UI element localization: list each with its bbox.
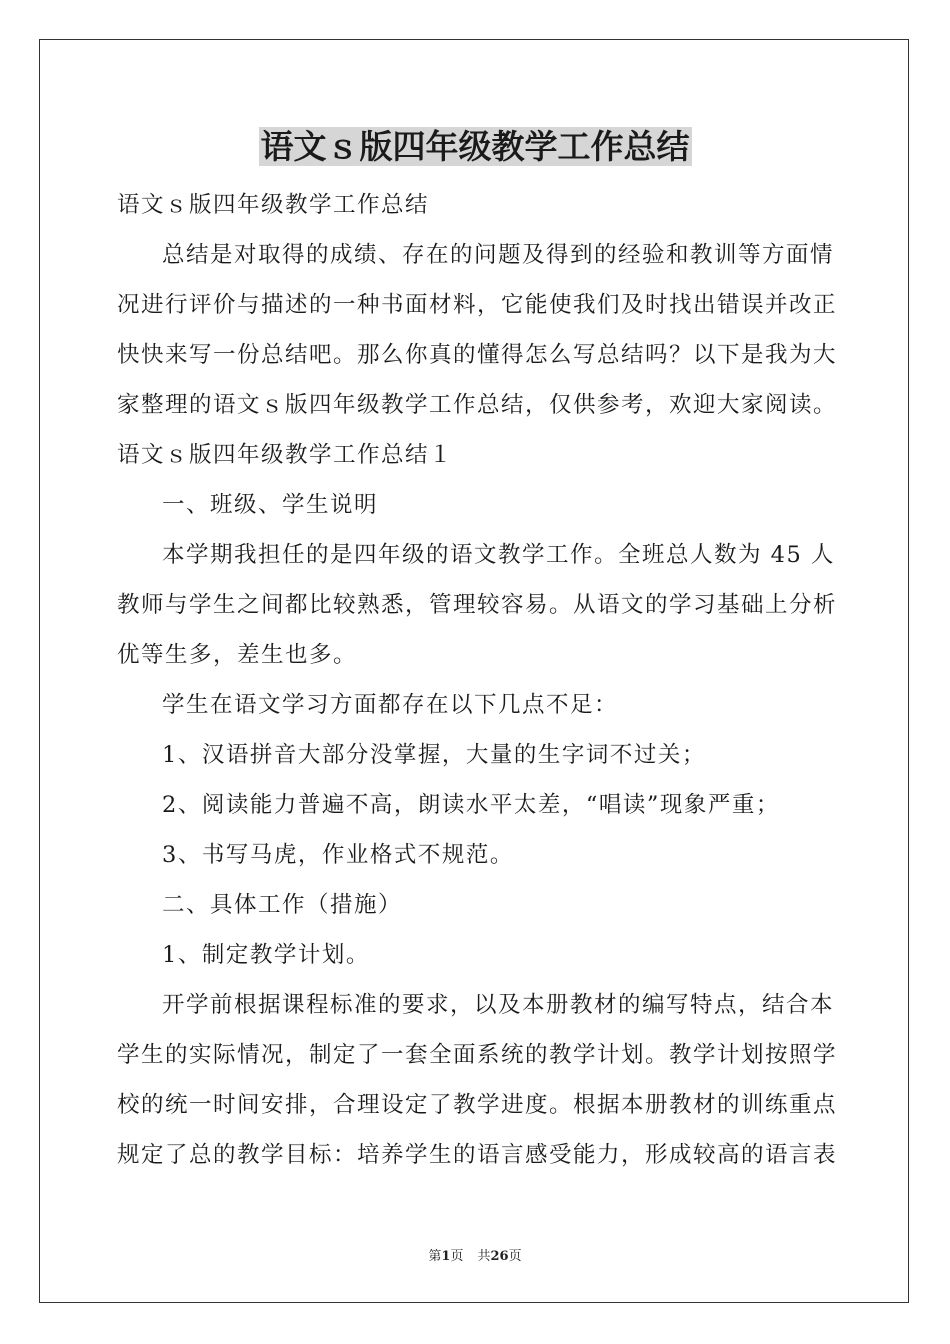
paragraph-line: 优等生多，差生也多。: [117, 642, 358, 668]
paragraph-line: 况进行评价与描述的一种书面材料，它能使我们及时找出错误并改正: [117, 292, 838, 318]
document-body: [117, 180, 838, 1180]
section-heading: 语文ｓ版四年级教学工作总结１: [117, 442, 454, 468]
subtitle-line: 语文ｓ版四年级教学工作总结: [117, 192, 430, 218]
list-item: 1、制定教学计划。: [162, 942, 370, 968]
paragraph-line: 教师与学生之间都比较熟悉，管理较容易。从语文的学习基础上分析: [117, 592, 838, 618]
paragraph-line: 校的统一时间安排，合理设定了教学进度。根据本册教材的训练重点: [117, 1092, 838, 1118]
page-footer: [0, 1248, 950, 1266]
total-prefix: 共: [477, 1249, 491, 1264]
paragraph-line: 本学期我担任的是四年级的语文教学工作。全班总人数为 45 人: [162, 542, 835, 568]
list-item: 1、汉语拼音大部分没掌握，大量的生字词不过关；: [162, 742, 706, 768]
paragraph-line: 规定了总的教学目标：培养学生的语言感受能力，形成较高的语言表: [117, 1142, 838, 1168]
paragraph-line: 开学前根据课程标准的要求，以及本册教材的编写特点，结合本: [162, 992, 835, 1018]
list-item: 2、阅读能力普遍不高，朗读水平太差，“唱读”现象严重；: [162, 792, 780, 818]
paragraph-line: 总结是对取得的成绩、存在的问题及得到的经验和教训等方面情: [162, 242, 835, 268]
page-suffix: 页: [450, 1249, 464, 1264]
paragraph-line: 家整理的语文ｓ版四年级教学工作总结，仅供参考，欢迎大家阅读。: [117, 392, 838, 418]
total-pages: 26: [490, 1249, 509, 1264]
subsection-heading: 二、具体工作（措施）: [162, 892, 403, 918]
paragraph-line: 学生的实际情况，制定了一套全面系统的教学计划。教学计划按照学: [117, 1042, 838, 1068]
subsection-heading: 一、班级、学生说明: [162, 492, 379, 518]
page-number: 1: [441, 1249, 451, 1264]
page-prefix: 第: [428, 1249, 442, 1264]
total-suffix: 页: [508, 1249, 522, 1264]
document-title: [0, 124, 950, 170]
list-item: 3、书写马虎，作业格式不规范。: [162, 842, 514, 868]
document-title-text: 语文ｓ版四年级教学工作总结: [260, 127, 690, 166]
paragraph-line: 学生在语文学习方面都存在以下几点不足：: [162, 692, 619, 718]
paragraph-line: 快快来写一份总结吧。那么你真的懂得怎么写总结吗？以下是我为大: [117, 342, 838, 368]
